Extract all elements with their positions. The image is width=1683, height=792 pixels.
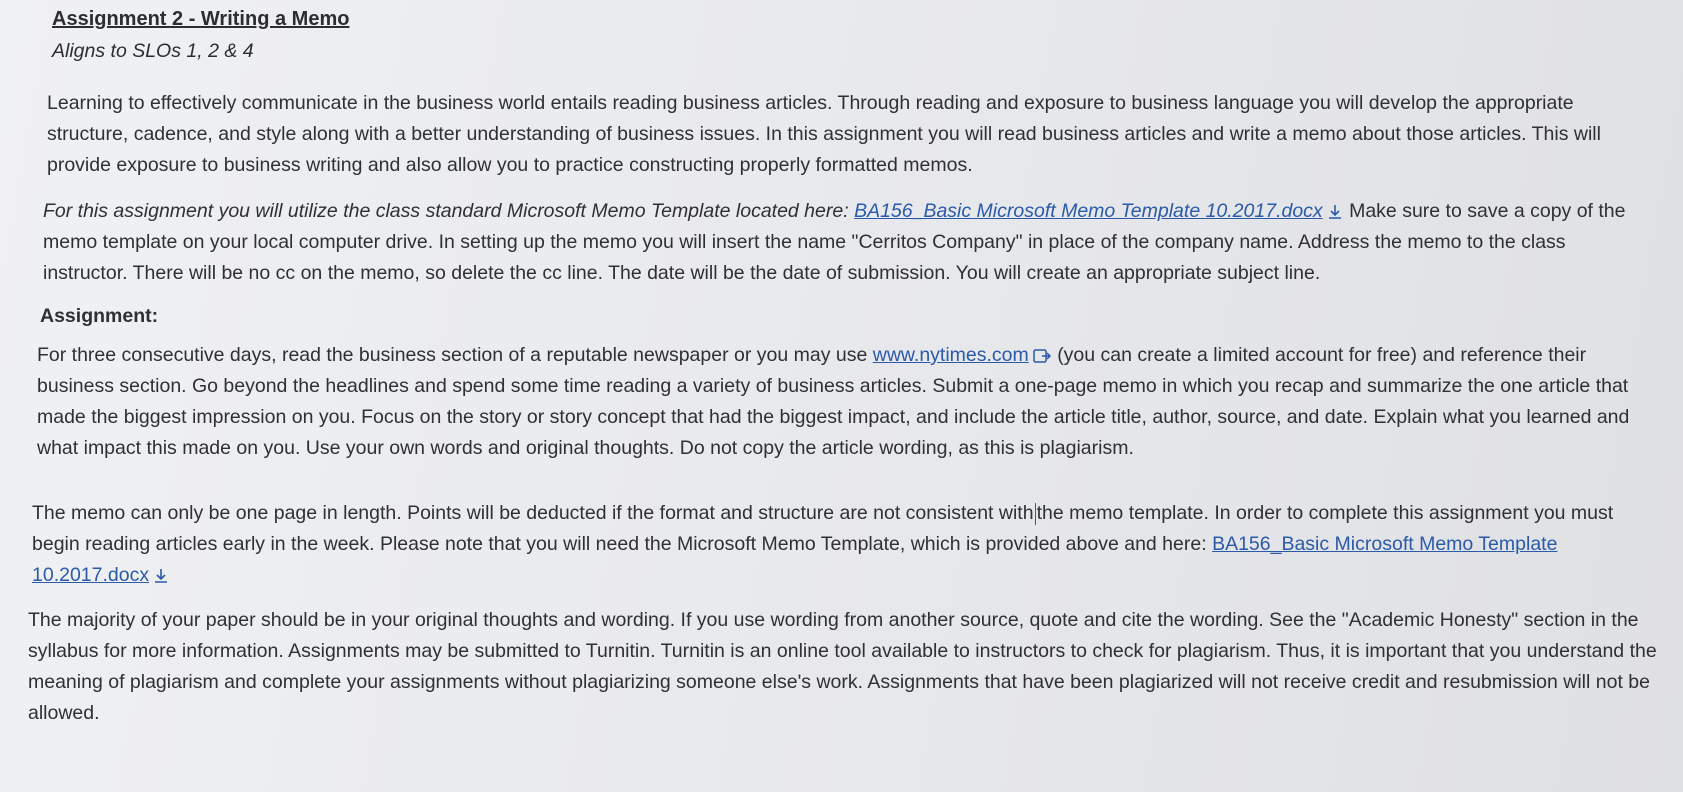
nytimes-link[interactable]: www.nytimes.com	[872, 344, 1029, 366]
external-link-icon[interactable]	[1032, 347, 1052, 365]
template-lead-text: For this assignment you will utilize the class standard Microsoft Memo Template located here:	[43, 200, 849, 222]
memo-text-part2: the memo template. In order to complete this assignment you must begin reading articles early in the week. Please note that you will need the Microsoft Memo Template, which is provided above and here:	[32, 502, 1614, 555]
assignment-paragraph	[37, 340, 1657, 464]
template-paragraph	[43, 196, 1643, 289]
memo-text-part1: The memo can only be one page in length. Points will be deducted if the format and structure are not consistent with	[32, 502, 1034, 524]
download-icon[interactable]	[152, 567, 170, 585]
assignment-heading: Assignment:	[40, 305, 159, 327]
honesty-text: The majority of your paper should be in your original thoughts and wording. If you use wording from another source, quote and cite the wording. See the "Academic Honesty" section in the syllabus for more information. Assignments may be submitted to Turnitin. Turnitin is an online tool available to instructors to check for plagiarism. Thus, it is important that you understand the meaning of plagiarism and complete your assignments without plagiarizing someone else's work. Assignments that have been plagiarized will not receive credit and resubmission will not be allowed.	[28, 609, 1657, 724]
assignment-text-part1: For three consecutive days, read the business section of a reputable newspaper or you may use	[37, 344, 868, 366]
intro-paragraph	[47, 88, 1607, 181]
memo-template-link-2[interactable]: BA156_Basic Microsoft Memo Template 10.2017.docx	[32, 533, 1558, 586]
intro-text: Learning to effectively communicate in the business world entails reading business articles. Through reading and exposure to business language you will develop the appropriate structure, cadence, and style along with a better understanding of business issues. In this assignment you will read business articles and write a memo about those articles. This will provide exposure to business writing and also allow you to practice constructing properly formatted memos.	[47, 92, 1601, 176]
memo-template-link[interactable]: BA156_Basic Microsoft Memo Template 10.2017.docx	[854, 200, 1323, 222]
memo-paragraph	[32, 498, 1652, 591]
download-icon[interactable]	[1326, 203, 1344, 221]
assignment-text-part2: (you can create a limited account for free) and reference their business section. Go beyond the headlines and spend some time reading a variety of business articles. Submit a one-page memo in which you recap and summarize the one article that made the biggest impression on you. Focus on the story or story concept that had the biggest impact, and include the article title, author, source, and date. Explain what you learned and what impact this made on you. Use your own words and original thoughts. Do not copy the article wording, as this is plagiarism.	[37, 344, 1630, 459]
page-title: Assignment 2 - Writing a Memo	[52, 8, 350, 30]
page-subtitle: Aligns to SLOs 1, 2 & 4	[52, 40, 254, 62]
honesty-paragraph	[28, 605, 1668, 729]
text-cursor	[1035, 503, 1036, 525]
template-rest-text: Make sure to save a copy of the memo template on your local computer drive. In setting up the memo you will insert the name "Cerritos Company" in place of the company name. Address the memo to the class instructor. There will be no cc on the memo, so delete the cc line. The date will be the date of submission. You will create an appropriate subject line.	[43, 200, 1626, 284]
